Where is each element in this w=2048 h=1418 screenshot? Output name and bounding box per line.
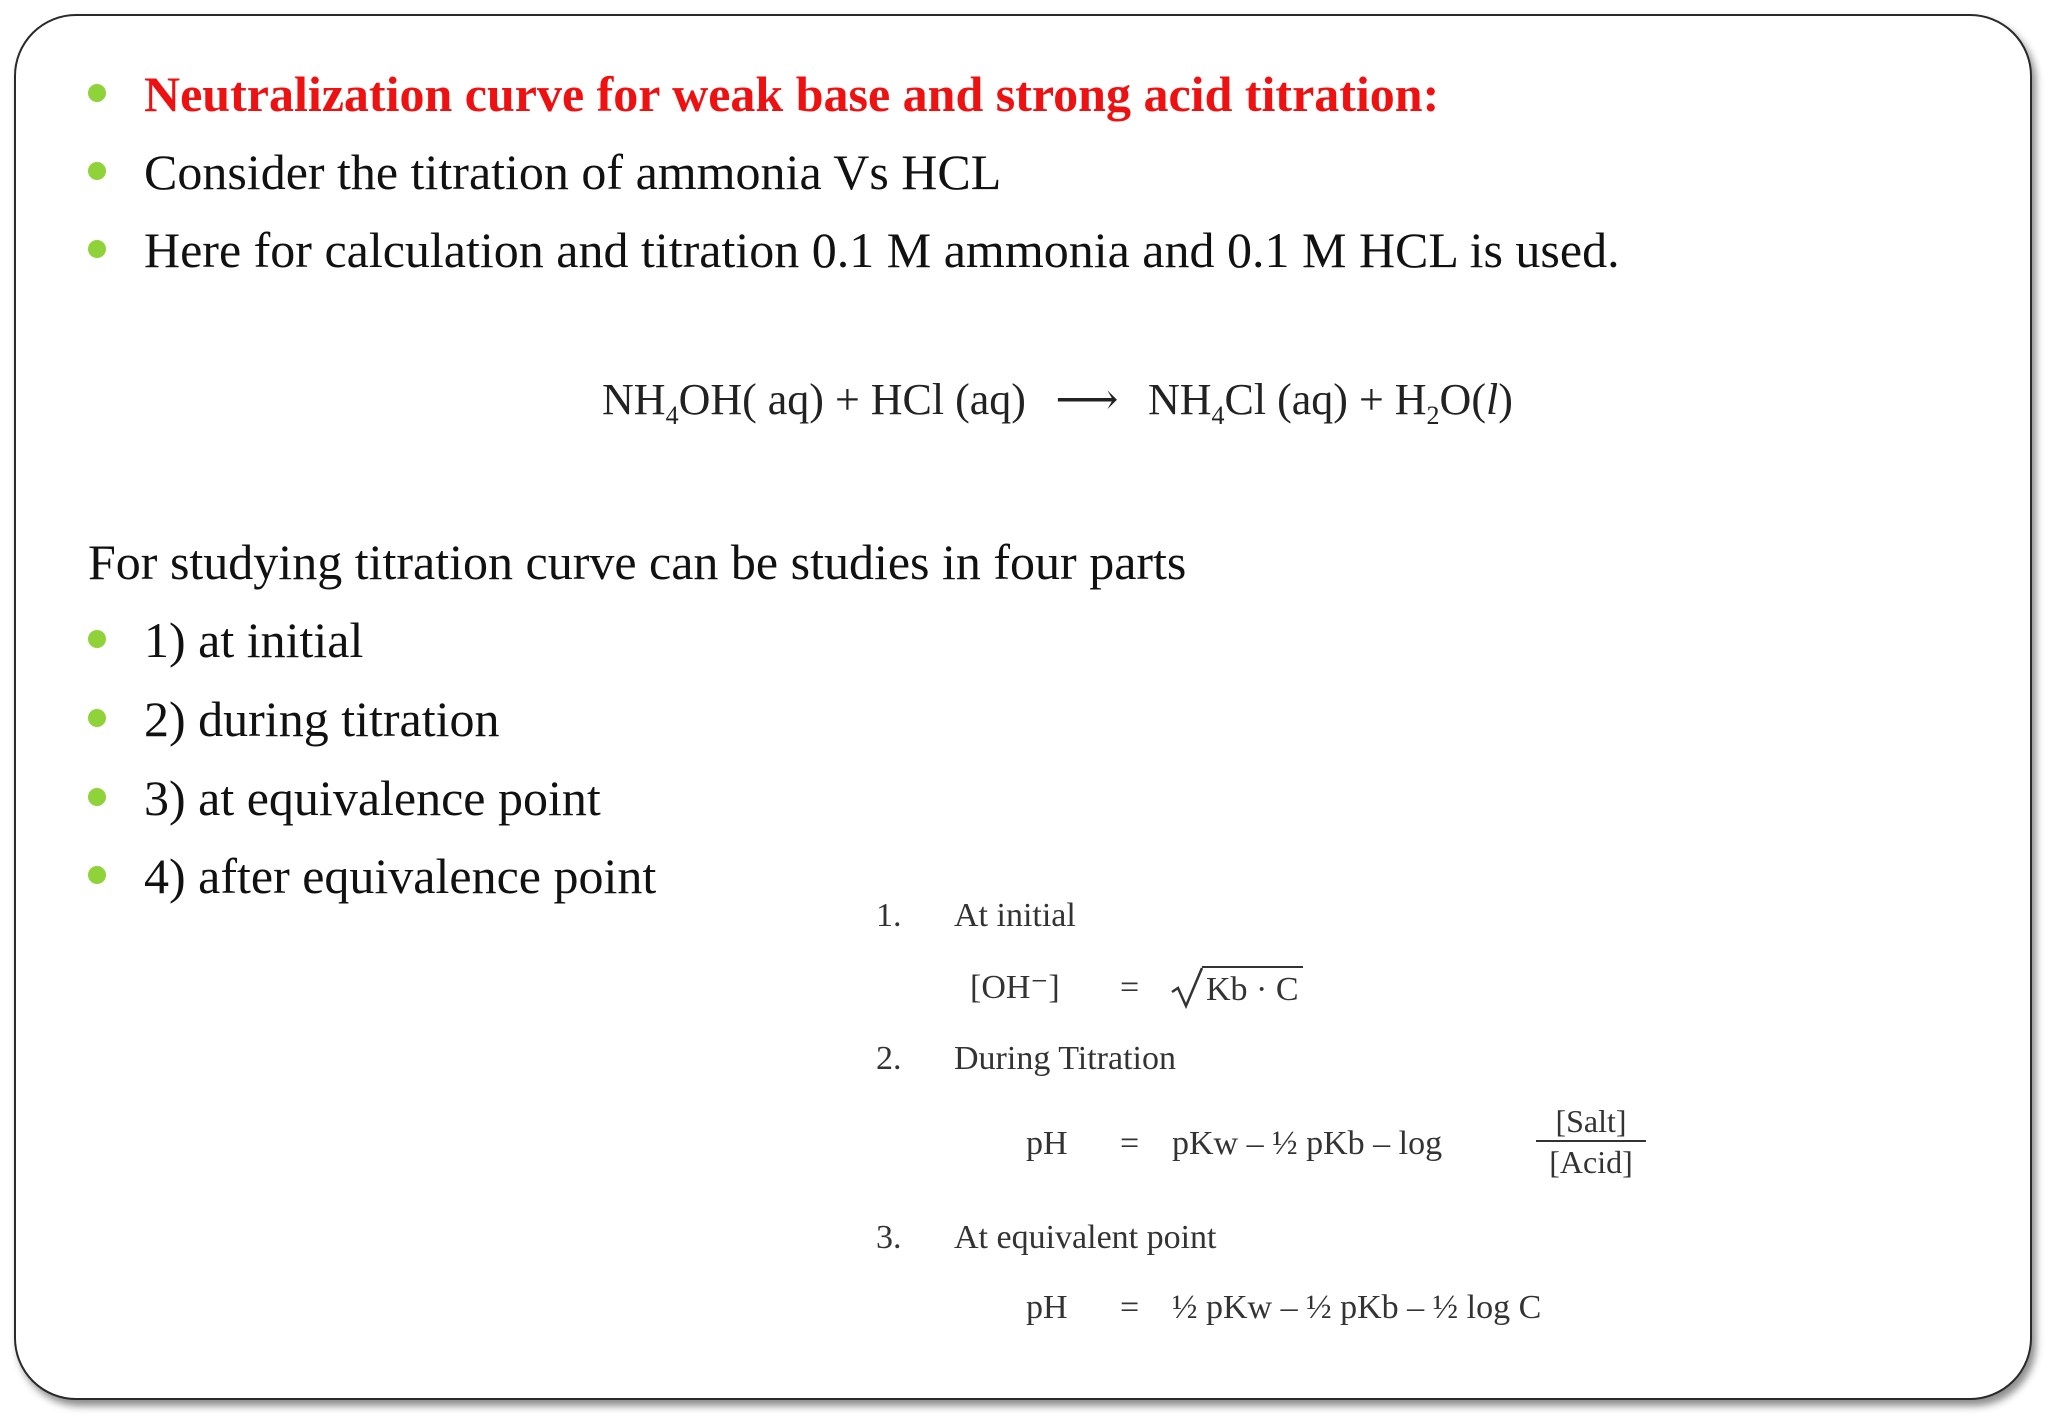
formula-label: At initial [954, 897, 1076, 934]
bullet-dot-icon [88, 240, 106, 258]
bullet-dot-icon [88, 709, 106, 727]
radicand: Kb · C [1202, 966, 1303, 1010]
part-text: 3) at equivalence point [144, 770, 601, 826]
part-text: 1) at initial [144, 612, 364, 668]
formula-lhs: pH [1026, 1289, 1068, 1326]
formula-lhs: [OH⁻] [970, 969, 1060, 1006]
equals-sign: = [1120, 969, 1140, 1006]
formula-during-titration [1026, 1102, 1666, 1192]
bullet-dot-icon [88, 84, 106, 102]
formula-equivalence-point [1026, 1286, 1666, 1330]
formula-number: 1. [876, 897, 902, 934]
product-water: $H_2O(l)$ [1394, 375, 1513, 430]
part-text: 2) during titration [144, 691, 500, 747]
bullet-text: Consider the titration of ammonia Vs HCL [144, 144, 1002, 200]
bullet-dot-icon [88, 630, 106, 648]
slide-heading: Neutralization curve for weak base and strong acid titration: [144, 66, 1440, 122]
formula-number: 2. [876, 1040, 902, 1077]
reactant-hcl: HCl (aq) [870, 375, 1026, 424]
equals-sign: = [1120, 1289, 1140, 1326]
fraction-denominator: [Acid] [1549, 1144, 1633, 1180]
formula-lhs: pH [1026, 1125, 1068, 1162]
fraction-numerator: [Salt] [1536, 1102, 1646, 1142]
reaction-arrow-icon: ⟶ [1055, 375, 1119, 424]
formula-label: At equivalent point [954, 1219, 1217, 1256]
formula-initial [970, 966, 1350, 1016]
equals-sign: = [1120, 1125, 1140, 1162]
formula-rhs: pKw – ½ pKb – log [1172, 1125, 1443, 1162]
part-text: 4) after equivalence point [144, 848, 657, 904]
salt-acid-fraction [1536, 1102, 1646, 1182]
bullet-dot-icon [88, 162, 106, 180]
plus-sign: + [834, 375, 860, 424]
square-root-icon [1170, 966, 1204, 1010]
bullet-text: Here for calculation and titration 0.1 M ammonia and 0.1 M HCL is used. [144, 222, 1620, 278]
square-root [1170, 966, 1350, 1010]
plus-sign: + [1358, 375, 1384, 424]
reactant-ammonium-hydroxide: $NH_4OH$( aq) [602, 375, 824, 430]
formula-number: 3. [876, 1219, 902, 1256]
bullet-dot-icon [88, 866, 106, 884]
formula-label: During Titration [954, 1040, 1176, 1077]
reaction-equation [602, 370, 1513, 430]
formula-rhs: ½ pKw – ½ pKb – ½ log C [1172, 1289, 1542, 1326]
parts-intro: For studying titration curve can be studies in four parts [88, 534, 1187, 590]
bullet-dot-icon [88, 788, 106, 806]
product-ammonium-chloride: $NH_4Cl$ (aq) [1147, 375, 1348, 430]
